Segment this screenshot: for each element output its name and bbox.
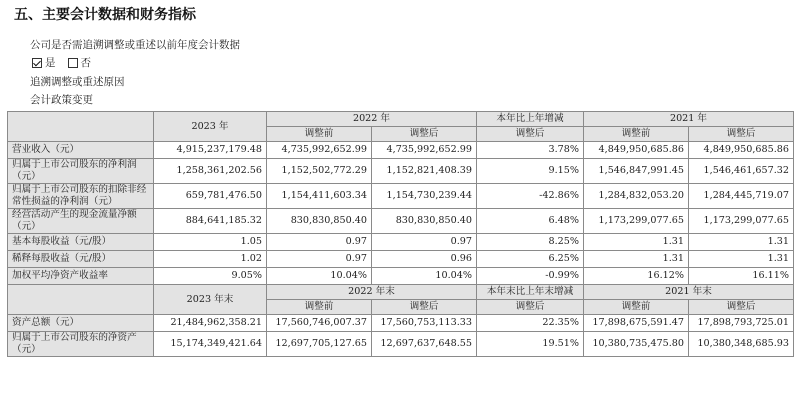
retro-question: 公司是否需追溯调整或重述以前年度会计数据 [30,39,240,51]
t2-sub-2022-before: 调整前 [267,300,372,315]
value-2023: 1.05 [154,234,267,251]
t1-header-2022: 2022 年 [267,112,477,127]
table-row [8,315,794,332]
row-label: 资产总额（元） [8,315,154,332]
row-label: 归属于上市公司股东的净资产（元） [8,332,154,357]
table-row [8,234,794,251]
value-2022-after: 0.96 [372,251,477,268]
row-label: 基本每股收益（元/股） [8,234,154,251]
value-2022-after: 1,154,730,239.44 [372,184,477,209]
yes-label: 是 [45,57,56,69]
t1-sub-2022-after: 调整后 [372,127,477,142]
value-2023: 15,174,349,421.64 [154,332,267,357]
row-label: 归属于上市公司股东的净利润（元） [8,159,154,184]
value-2022-before: 1,154,411,603.34 [267,184,372,209]
t1-sub-2021-before: 调整前 [584,127,689,142]
value-2022-after: 17,560,753,113.33 [372,315,477,332]
row-label: 稀释每股收益（元/股） [8,251,154,268]
row-label: 经营活动产生的现金流量净额（元） [8,209,154,234]
value-2023: 659,781,476.50 [154,184,267,209]
value-2021-after: 1,173,299,077.65 [689,209,794,234]
value-2022-after: 0.97 [372,234,477,251]
value-2023: 1,258,361,202.56 [154,159,267,184]
table2-corner [8,285,154,315]
value-2022-before: 1,152,502,772.29 [267,159,372,184]
value-2021-before: 1,546,847,991.45 [584,159,689,184]
value-2021-before: 1.31 [584,234,689,251]
value-change: 19.51% [477,332,584,357]
value-change: 6.25% [477,251,584,268]
value-2021-after: 16.11% [689,268,794,285]
value-2022-after: 830,830,850.40 [372,209,477,234]
value-2021-before: 1,284,832,053.20 [584,184,689,209]
value-2021-before: 17,898,675,591.47 [584,315,689,332]
value-2021-before: 1,173,299,077.65 [584,209,689,234]
table-row [8,209,794,234]
row-label: 加权平均净资产收益率 [8,268,154,285]
t2-header-2023: 2023 年末 [154,285,267,315]
t2-sub-2022-after: 调整后 [372,300,477,315]
t2-sub-2021-after: 调整后 [689,300,794,315]
value-2022-after: 1,152,821,408.39 [372,159,477,184]
value-2022-before: 10.04% [267,268,372,285]
table-row [8,268,794,285]
value-2022-after: 12,697,637,648.55 [372,332,477,357]
t1-sub-2022-before: 调整前 [267,127,372,142]
value-2022-before: 4,735,992,652.99 [267,142,372,159]
value-2022-before: 0.97 [267,251,372,268]
t1-header-2021: 2021 年 [584,112,794,127]
value-2022-before: 12,697,705,127.65 [267,332,372,357]
value-change: 8.25% [477,234,584,251]
value-2022-before: 0.97 [267,234,372,251]
table1-corner [8,112,154,142]
t2-sub-change-after: 调整后 [477,300,584,315]
retro-reason-label: 追溯调整或重述原因 [30,76,125,88]
value-2023: 21,484,962,358.21 [154,315,267,332]
value-2023: 4,915,237,179.48 [154,142,267,159]
t1-header-2023: 2023 年 [154,112,267,142]
table-row [8,251,794,268]
value-2022-after: 4,735,992,652.99 [372,142,477,159]
value-change: 9.15% [477,159,584,184]
value-2021-before: 1.31 [584,251,689,268]
value-2021-after: 1,284,445,719.07 [689,184,794,209]
yes-option [30,55,56,70]
value-change: 6.48% [477,209,584,234]
value-change: -42.86% [477,184,584,209]
policy-change-text: 会计政策变更 [30,94,93,106]
value-2022-before: 830,830,850.40 [267,209,372,234]
t1-sub-change-after: 调整后 [477,127,584,142]
retro-answer [30,55,91,71]
value-2022-after: 10.04% [372,268,477,285]
value-2022-before: 17,560,746,007.37 [267,315,372,332]
table-row [8,332,794,357]
value-2021-before: 10,380,735,475.80 [584,332,689,357]
value-2021-after: 4,849,950,685.86 [689,142,794,159]
t2-header-2021: 2021 年末 [584,285,794,300]
value-2021-after: 1.31 [689,234,794,251]
section-heading: 五、主要会计数据和财务指标 [14,7,196,23]
value-2021-after: 1.31 [689,251,794,268]
value-2021-after: 10,380,348,685.93 [689,332,794,357]
no-checkbox [68,58,78,68]
value-2021-after: 17,898,793,725.01 [689,315,794,332]
yes-checkbox [32,58,42,68]
row-label: 归属于上市公司股东的扣除非经常性损益的净利润（元） [8,184,154,209]
value-2021-before: 16.12% [584,268,689,285]
value-change: 3.78% [477,142,584,159]
financial-data-table [7,111,794,357]
value-2023: 884,641,185.32 [154,209,267,234]
t2-header-2022: 2022 年末 [267,285,477,300]
t1-header-change: 本年比上年增减 [477,112,584,127]
table-row [8,184,794,209]
t1-sub-2021-after: 调整后 [689,127,794,142]
table-row [8,159,794,184]
value-change: -0.99% [477,268,584,285]
value-2023: 1.02 [154,251,267,268]
value-2023: 9.05% [154,268,267,285]
value-2021-before: 4,849,950,685.86 [584,142,689,159]
table-row [8,142,794,159]
no-label: 否 [80,57,92,69]
value-change: 22.35% [477,315,584,332]
row-label: 营业收入（元） [8,142,154,159]
no-option [66,55,92,70]
t2-header-change: 本年末比上年末增减 [477,285,584,300]
t2-sub-2021-before: 调整前 [584,300,689,315]
value-2021-after: 1,546,461,657.32 [689,159,794,184]
